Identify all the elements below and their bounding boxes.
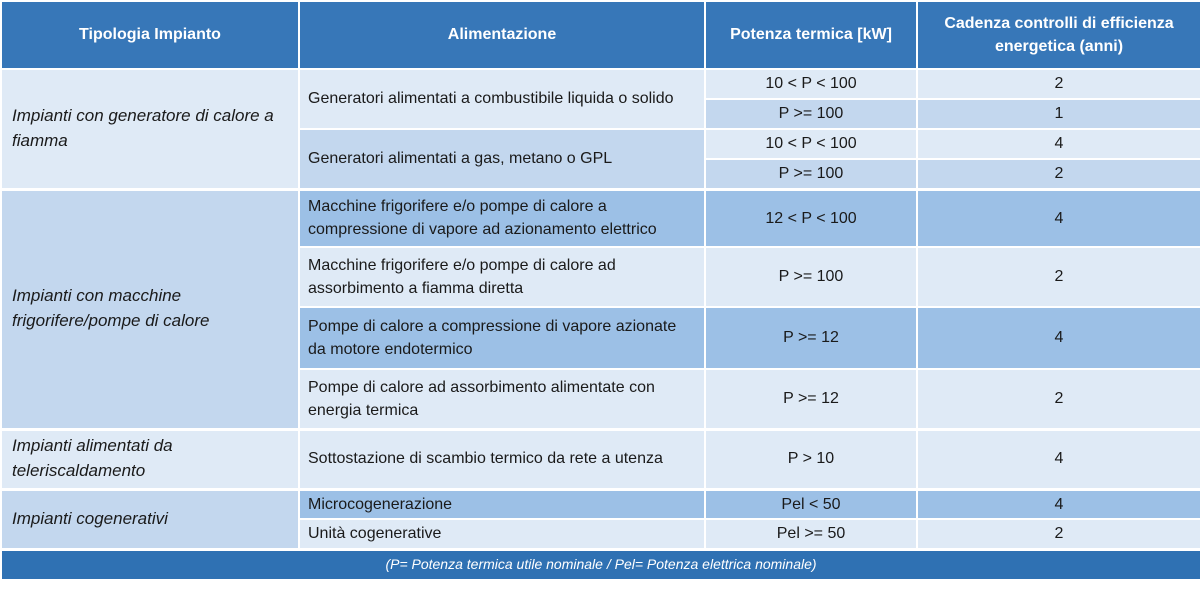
supply-cell: Macchine frigorifere e/o pompe di calore ad assorbimento a fiamma diretta bbox=[299, 247, 705, 307]
supply-cell: Microcogenerazione bbox=[299, 489, 705, 519]
table-header-row bbox=[1, 1, 1200, 69]
typology-cell: Impianti cogenerativi bbox=[1, 489, 299, 549]
table-row bbox=[1, 69, 1200, 99]
supply-cell: Generatori alimentati a gas, metano o GPL bbox=[299, 129, 705, 189]
frequency-cell: 2 bbox=[917, 247, 1200, 307]
power-cell: 10 < P < 100 bbox=[705, 69, 917, 99]
power-cell: Pel >= 50 bbox=[705, 519, 917, 549]
typology-cell: Impianti alimentati da teleriscaldamento bbox=[1, 429, 299, 489]
power-cell: P >= 100 bbox=[705, 99, 917, 129]
header-frequency: Cadenza controlli di efficienza energetica (anni) bbox=[917, 1, 1200, 69]
power-cell: 10 < P < 100 bbox=[705, 129, 917, 159]
power-cell: P >= 12 bbox=[705, 307, 917, 369]
power-cell: P >= 100 bbox=[705, 247, 917, 307]
power-cell: 12 < P < 100 bbox=[705, 189, 917, 247]
typology-cell: Impianti con macchine frigorifere/pompe di calore bbox=[1, 189, 299, 429]
supply-cell: Sottostazione di scambio termico da rete a utenza bbox=[299, 429, 705, 489]
header-power: Potenza termica [kW] bbox=[705, 1, 917, 69]
supply-cell: Generatori alimentati a combustibile liquida o solido bbox=[299, 69, 705, 129]
frequency-cell: 2 bbox=[917, 519, 1200, 549]
frequency-cell: 4 bbox=[917, 429, 1200, 489]
frequency-cell: 1 bbox=[917, 99, 1200, 129]
table-row bbox=[1, 189, 1200, 247]
frequency-cell: 2 bbox=[917, 69, 1200, 99]
frequency-cell: 4 bbox=[917, 129, 1200, 159]
frequency-cell: 4 bbox=[917, 489, 1200, 519]
frequency-cell: 2 bbox=[917, 159, 1200, 189]
supply-cell: Unità cogenerative bbox=[299, 519, 705, 549]
supply-cell: Pompe di calore a compressione di vapore azionate da motore endotermico bbox=[299, 307, 705, 369]
frequency-cell: 4 bbox=[917, 307, 1200, 369]
power-cell: P >= 100 bbox=[705, 159, 917, 189]
power-cell: Pel < 50 bbox=[705, 489, 917, 519]
table-row bbox=[1, 489, 1200, 519]
typology-cell: Impianti con generatore di calore a fiamma bbox=[1, 69, 299, 189]
supply-cell: Pompe di calore ad assorbimento alimentate con energia termica bbox=[299, 369, 705, 429]
frequency-cell: 4 bbox=[917, 189, 1200, 247]
frequency-cell: 2 bbox=[917, 369, 1200, 429]
footer-row bbox=[1, 549, 1200, 580]
power-cell: P >= 12 bbox=[705, 369, 917, 429]
power-cell: P > 10 bbox=[705, 429, 917, 489]
footnote: (P= Potenza termica utile nominale / Pel= Potenza elettrica nominale) bbox=[1, 549, 1200, 580]
table-row bbox=[1, 429, 1200, 489]
header-supply: Alimentazione bbox=[299, 1, 705, 69]
supply-cell: Macchine frigorifere e/o pompe di calore a compressione di vapore ad azionamento elettrico bbox=[299, 189, 705, 247]
header-typology: Tipologia Impianto bbox=[1, 1, 299, 69]
